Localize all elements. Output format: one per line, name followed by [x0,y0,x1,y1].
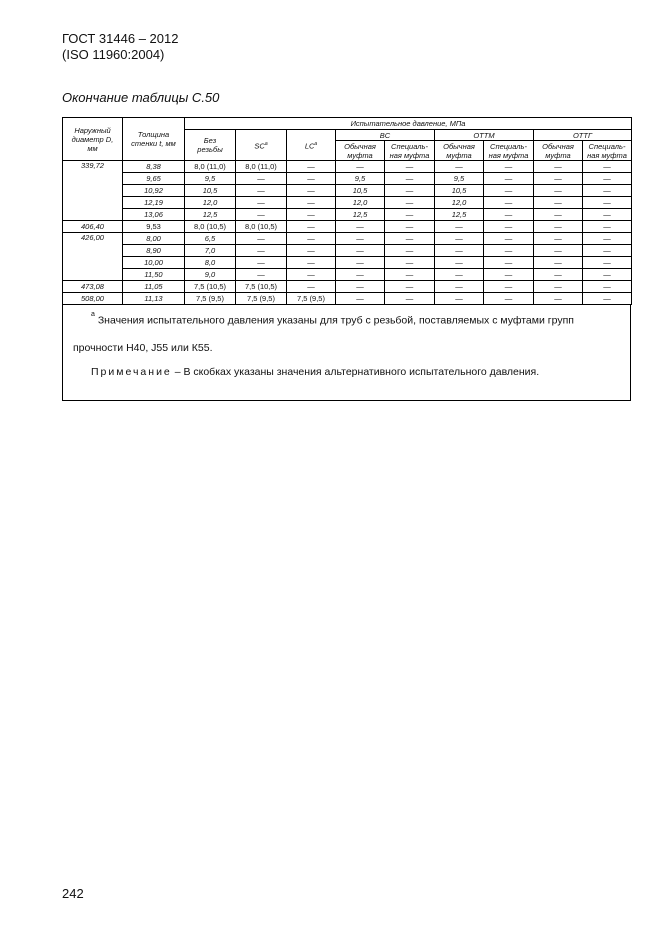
header-ottm-regular: Обычная муфта [435,141,484,161]
cell-value: — [287,269,336,281]
header-lc: $LC^a$ [287,130,336,161]
cell-value: — [236,197,287,209]
footnote-text-line2: прочности Н40, J55 или К55. [73,342,213,354]
cell-value: — [435,293,484,305]
cell-value: — [287,185,336,197]
cell-value: — [385,161,435,173]
header-test-pressure: Испытательное давление, МПа [185,118,632,130]
cell-value: — [484,173,534,185]
cell-thickness: 9,53 [123,221,185,233]
cell-value: — [435,233,484,245]
cell-value: — [484,281,534,293]
cell-value: — [534,185,583,197]
standard-number: ГОСТ 31446 – 2012 [62,31,179,46]
cell-value: — [484,221,534,233]
cell-value: — [583,233,632,245]
table-container [62,117,631,401]
cell-value: — [435,221,484,233]
header-ottg-special: Специаль-ная муфта [583,141,632,161]
cell-value: — [236,233,287,245]
cell-value: 7,5 (9,5) [185,293,236,305]
cell-thickness: 9,65 [123,173,185,185]
cell-value: — [534,281,583,293]
header-ottg-regular: Обычная муфта [534,141,583,161]
cell-value: — [336,281,385,293]
cell-value: — [583,197,632,209]
cell-value: — [287,281,336,293]
table-row [63,173,632,185]
cell-value: 12,5 [185,209,236,221]
cell-value: — [336,245,385,257]
cell-value: — [287,209,336,221]
cell-value: — [583,269,632,281]
cell-value: — [484,161,534,173]
cell-diameter: 473,08 [63,281,123,293]
cell-value: — [287,161,336,173]
cell-value: — [236,245,287,257]
header-sc-footnote: a [264,140,268,147]
cell-value: 9,5 [185,173,236,185]
cell-value: — [336,293,385,305]
cell-value: — [484,197,534,209]
table-body [63,161,632,305]
note-text: – В скобках указаны значения альтернативного испытательного давления. [174,366,540,378]
cell-value: — [435,161,484,173]
footnote-text-line1: Значения испытательного давления указаны для труб с резьбой, поставляемых с муфтами групп [97,314,574,327]
cell-value: — [583,209,632,221]
table-header [63,118,632,161]
cell-value: 10,5 [336,185,385,197]
cell-thickness: 8,00 [123,233,185,245]
cell-value: — [236,173,287,185]
cell-value: — [385,269,435,281]
cell-thickness: 8,90 [123,245,185,257]
cell-value: — [534,245,583,257]
table-notes [62,305,631,401]
header-sc: $SC^a$ [236,130,287,161]
cell-value: — [484,257,534,269]
cell-value: — [534,269,583,281]
footnote-mark: a [91,311,95,318]
header-thickness: Толщина стенки t, мм [123,118,185,161]
header-lc-footnote: a [314,140,318,147]
table-row [63,269,632,281]
cell-value: 8,0 (10,5) [236,221,287,233]
header-ottm: ОТТМ [435,130,534,141]
cell-value: 6,5 [185,233,236,245]
cell-value: — [287,233,336,245]
cell-value: — [287,197,336,209]
cell-thickness: 12,19 [123,197,185,209]
cell-value: — [336,233,385,245]
table-row [63,161,632,173]
header-plain-end: Без резьбы [185,130,236,161]
table-row [63,233,632,245]
cell-value: 9,5 [336,173,385,185]
header-bc-regular: Обычная муфта [336,141,385,161]
cell-diameter: 508,00 [63,293,123,305]
cell-thickness: 11,05 [123,281,185,293]
cell-value: 7,0 [185,245,236,257]
cell-value: — [583,161,632,173]
cell-value: 7,5 (9,5) [287,293,336,305]
cell-value: — [484,293,534,305]
table-row [63,257,632,269]
cell-value: — [236,185,287,197]
cell-value: — [583,185,632,197]
header-ottg: ОТТГ [534,130,632,141]
cell-value: — [385,245,435,257]
table-row [63,185,632,197]
cell-value: 8,0 (10,5) [185,221,236,233]
cell-value: — [385,233,435,245]
cell-value: — [236,257,287,269]
cell-value: 7,5 (10,5) [236,281,287,293]
cell-value: 7,5 (10,5) [185,281,236,293]
cell-value: — [287,221,336,233]
cell-value: 8,0 (11,0) [236,161,287,173]
cell-value: — [385,173,435,185]
cell-value: — [435,245,484,257]
cell-value: — [534,209,583,221]
cell-value: — [385,293,435,305]
cell-thickness: 8,38 [123,161,185,173]
pressure-table [62,117,632,305]
cell-value: — [385,257,435,269]
footnote-a [91,311,574,327]
header-bc-special: Специаль-ная муфта [385,141,435,161]
cell-value: — [484,233,534,245]
cell-value: — [484,185,534,197]
cell-value: 12,5 [336,209,385,221]
cell-value: — [583,173,632,185]
cell-value: — [583,293,632,305]
cell-value: — [385,209,435,221]
cell-value: — [385,281,435,293]
cell-value: — [435,257,484,269]
table-row [63,293,632,305]
cell-value: 12,0 [185,197,236,209]
cell-value: — [583,245,632,257]
cell-value: — [336,269,385,281]
cell-value: — [385,221,435,233]
cell-value: — [435,281,484,293]
cell-value: 12,0 [336,197,385,209]
cell-value: 12,0 [435,197,484,209]
document-header [62,31,178,63]
header-bc: BC [336,130,435,141]
table-row [63,197,632,209]
cell-value: 9,0 [185,269,236,281]
cell-value: — [287,245,336,257]
cell-value: — [236,209,287,221]
cell-value: — [484,245,534,257]
cell-thickness: 10,00 [123,257,185,269]
cell-thickness: 11,50 [123,269,185,281]
cell-value: 9,5 [435,173,484,185]
cell-value: 8,0 [185,257,236,269]
cell-value: — [236,269,287,281]
cell-value: — [484,209,534,221]
cell-thickness: 10,92 [123,185,185,197]
cell-value: — [534,233,583,245]
cell-value: — [534,221,583,233]
cell-value: — [583,257,632,269]
cell-value: 8,0 (11,0) [185,161,236,173]
cell-value: — [534,161,583,173]
cell-value: — [336,221,385,233]
cell-value: — [435,269,484,281]
cell-value: — [534,197,583,209]
table-caption: Окончание таблицы С.50 [62,90,220,105]
cell-value: 10,5 [185,185,236,197]
table-row [63,221,632,233]
cell-value: — [583,221,632,233]
iso-reference: (ISO 11960:2004) [62,47,165,62]
cell-value: — [534,173,583,185]
header-ottm-special: Специаль-ная муфта [484,141,534,161]
cell-diameter: 406,40 [63,221,123,233]
cell-value: — [583,281,632,293]
note [91,366,539,378]
cell-thickness: 11,13 [123,293,185,305]
cell-value: 7,5 (9,5) [236,293,287,305]
cell-value: — [385,185,435,197]
note-label: Примечание [91,366,172,378]
cell-value: 12,5 [435,209,484,221]
cell-value: — [385,197,435,209]
cell-diameter: 426,00 [63,233,123,281]
table-row [63,281,632,293]
cell-value: — [336,161,385,173]
header-diameter: Наружный диаметр D, мм [63,118,123,161]
cell-thickness: 13,06 [123,209,185,221]
cell-value: — [534,293,583,305]
cell-value: — [484,269,534,281]
table-row [63,245,632,257]
cell-value: — [287,173,336,185]
cell-diameter: 339,72 [63,161,123,221]
cell-value: — [534,257,583,269]
cell-value: 10,5 [435,185,484,197]
cell-value: — [287,257,336,269]
table-row [63,209,632,221]
page-number: 242 [62,886,84,901]
cell-value: — [336,257,385,269]
